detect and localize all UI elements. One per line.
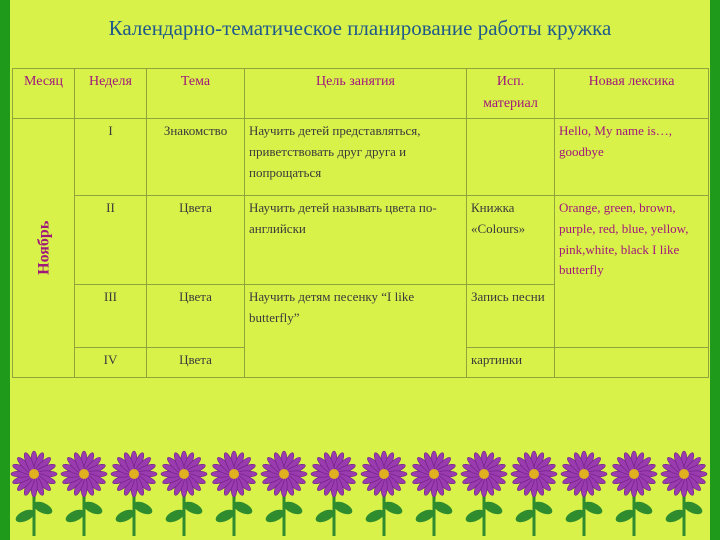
topic-cell: Цвета [147, 285, 245, 348]
table-row [13, 119, 709, 196]
vocab-cell [555, 347, 709, 377]
goal-cell: Научить детей называть цвета по-английски [245, 196, 467, 285]
header-row [13, 69, 709, 119]
flower-border [8, 448, 712, 540]
flower-icon [311, 451, 357, 536]
flower-icon [61, 451, 107, 536]
goal-cell: Научить детей представляться, приветствовать друг друга и попрощаться [245, 119, 467, 196]
flower-icon [161, 451, 207, 536]
month-cell [13, 119, 75, 378]
flower-icon [611, 451, 657, 536]
header-topic: Тема [147, 69, 245, 119]
flower-icon [461, 451, 507, 536]
week-cell: II [75, 196, 147, 285]
week-cell: I [75, 119, 147, 196]
goal-cell: Научить детям песенку “I like butterfly” [245, 285, 467, 378]
header-goal: Цель занятия [245, 69, 467, 119]
week-cell: IV [75, 347, 147, 377]
flower-icon [111, 451, 157, 536]
topic-cell: Цвета [147, 347, 245, 377]
topic-cell: Цвета [147, 196, 245, 285]
vocab-cell: Hello, My name is…, goodbye [555, 119, 709, 196]
header-month: Месяц [13, 69, 75, 119]
header-vocab: Новая лексика [555, 69, 709, 119]
flower-icon [261, 451, 307, 536]
flower-icon [361, 451, 407, 536]
planning-table [12, 68, 709, 378]
table-row [13, 196, 709, 285]
flower-icon [11, 451, 57, 536]
material-cell: Книжка «Colours» [467, 196, 555, 285]
topic-cell: Знакомство [147, 119, 245, 196]
flower-icon [661, 451, 707, 536]
material-cell [467, 119, 555, 196]
flower-icon [211, 451, 257, 536]
week-cell: III [75, 285, 147, 348]
flower-icon [411, 451, 457, 536]
flower-icon [511, 451, 557, 536]
header-week: Неделя [75, 69, 147, 119]
material-cell: картинки [467, 347, 555, 377]
month-label: Ноябрь [35, 221, 53, 276]
header-material: Исп. материал [467, 69, 555, 119]
material-cell: Запись песни [467, 285, 555, 348]
vocab-cell: Orange, green, brown, purple, red, blue, yellow, pink,white, black I like butterfly [555, 196, 709, 348]
flower-icon [561, 451, 607, 536]
page-title: Календарно-тематическое планирование работы кружка [108, 16, 612, 40]
